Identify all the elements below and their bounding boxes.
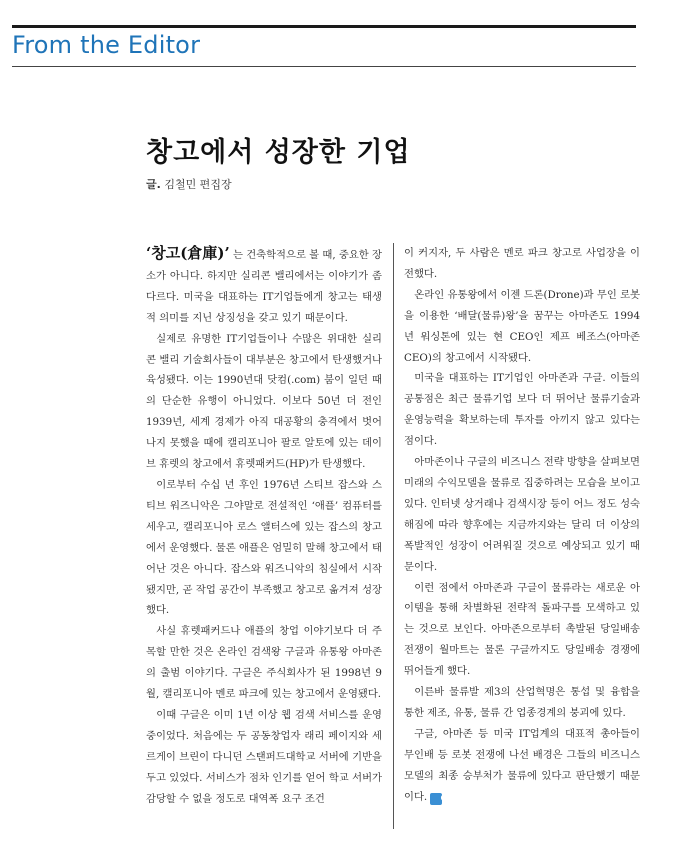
paragraph: 이때 구글은 이미 1년 이상 웹 검색 서비스를 운영 중이었다. 처음에는 두 공동창업자 래리 페이지와 세르게이 브린이 다니던 스탠퍼드대학교 서버에 기반을 두고 있었다. 서비스가 점차 인기를 얻어 학교 서버가 감당할 수 없을 정도로 대역폭 요구 조건	[146, 708, 382, 805]
column-divider	[393, 243, 394, 829]
paragraph-text: 구글, 아마존 등 미국 IT업계의 대표적 총아들이 무인배 등 로봇 전쟁에 나선 배경은 그들의 비즈니스 모델의 최종 승부처가 물류에 있다고 판단했기 때문이다.	[404, 727, 640, 803]
section-label: From the Editor	[12, 31, 201, 59]
paragraph: 이로부터 수십 년 후인 1976년 스티브 잡스와 스티브 워즈니악은 그야말로 전설적인 ‘애플’ 컴퓨터를 세우고, 캘리포니아 로스 앨터스에 있는 잡스의 창고에서 운영했다. 물론 애플은 엄밀히 말해 창고에서 태어난 것은 아니다. 잡스와 워즈니악의 침실에서 시작됐지만, 곧 작업 공간이 부족했고 창고로 옮겨져 성장했다.	[146, 478, 382, 617]
paragraph-text: 는 건축학적으로 볼 때, 중요한 장소가 아니다. 하지만 실리콘 밸리에서는 이야기가 좀 다르다. 미국을 대표하는 IT기업들에게 창고는 태생적 의미를 지닌 상징성을 갖고 있기 때문이다.	[146, 249, 382, 324]
paragraph: 이 커지자, 두 사람은 멘로 파크 창고로 사업장을 이전했다.	[404, 247, 640, 280]
paragraph	[404, 724, 640, 808]
article-column-left	[146, 243, 382, 833]
byline	[146, 176, 232, 192]
paragraph: 온라인 유통왕에서 이젠 드론(Drone)과 무인 로봇을 이용한 ‘배달(물류)왕’을 꿈꾸는 아마존도 1994년 워싱톤에 있는 현 CEO인 제프 베조스(아마존 CEO)의 창고에서 시작됐다.	[404, 288, 640, 364]
paragraph: 이런 점에서 아마존과 구글이 물류라는 새로운 아이템을 통해 차별화된 전략적 돌파구를 모색하고 있는 것으로 보인다. 아마존으로부터 촉발된 당일배송 전쟁이 월마트는 물론 구글까지도 당일배송 경쟁에 뛰어들게 했다.	[404, 581, 640, 678]
paragraph	[146, 243, 382, 329]
header-top-rule	[12, 25, 636, 28]
article-title: 창고에서 성장한 기업	[146, 137, 411, 168]
paragraph: 이른바 물류발 제3의 산업혁명은 통섭 및 융합을 통한 제조, 유통, 물류 간 업종경계의 붕괴에 있다.	[404, 686, 640, 719]
paragraph: 사실 휴렛패커드나 애플의 창업 이야기보다 더 주목할 만한 것은 온라인 검색왕 구글과 유통왕 아마존의 출범 이야기다. 구글은 주식회사가 된 1998년 9월, 캘리포니아 멘로 파크에 있는 창고에서 운영됐다.	[146, 625, 382, 701]
paragraph: 아마존이나 구글의 비즈니스 전략 방향을 살펴보면 미래의 수익모델을 물류로 집중하려는 모습을 보이고 있다. 인터넷 상거래나 검색시장 등이 어느 정도 성숙해짐에 따라 향후에는 지금까지와는 달리 더 이상의 폭발적인 성장이 어려워질 것으로 예상되고 있기 때문이다.	[404, 456, 640, 573]
paragraph: 미국을 대표하는 IT기업인 아마존과 구글. 이들의 공통점은 최근 물류기업 보다 더 뛰어난 물류기술과 운영능력을 확보하는데 투자를 아끼지 않고 있다는 점이다.	[404, 372, 640, 448]
end-mark-icon: C	[430, 793, 442, 805]
byline-author: 김철민 편집장	[164, 178, 232, 191]
paragraph: 실제로 유명한 IT기업들이나 수많은 위대한 실리콘 밸리 기술회사들이 대부분은 창고에서 탄생했거나 육성됐다. 이는 1990년대 닷컴(.com) 붐이 일던 때의 단순한 유행이 아니었다. 이보다 50년 더 전인 1939년, 세계 경제가 아직 대공황의 충격에서 벗어나지 못했을 때에 캘리포니아 팔로 알토에 있는 데이브 휴렛의 창고에서 휴렛패커드(HP)가 탄생했다.	[146, 332, 382, 471]
lead-term: ‘창고(倉庫)’	[146, 244, 230, 262]
article-column-right	[404, 243, 640, 833]
byline-prefix: 글.	[146, 178, 161, 191]
header-bottom-rule	[12, 66, 636, 67]
